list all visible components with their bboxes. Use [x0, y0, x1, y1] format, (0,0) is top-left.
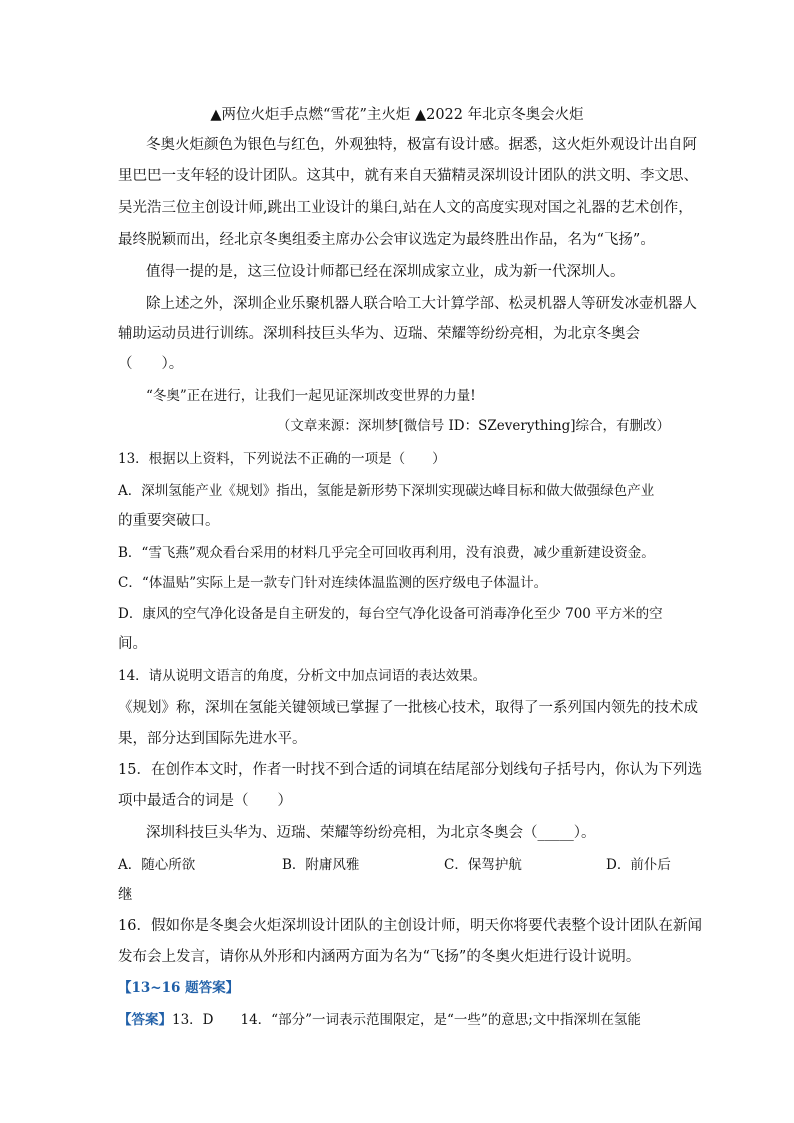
article-p3-line2: 辅助运动员进行训练。深圳科技巨头华为、迈瑞、荣耀等纷纷亮相，为北京冬奥会: [118, 326, 640, 342]
q13-option-d-line1: D．康风的空气净化设备是自主研发的，每台空气净化设备可消毒净化至少 700 平方米的空: [118, 606, 663, 622]
answers-text: 13．D 14．“部分”一词表示范围限定，是“一些”的意思;文中指深圳在氢能: [172, 1012, 641, 1028]
q13-option-c: C．“体温贴”实际上是一款专门针对连续体温监测的医疗级电子体温计。: [118, 575, 548, 591]
article-p1-line2: 里巴巴一支年轻的设计团队。这其中，就有来自天猫精灵深圳设计团队的洪文明、李文思、: [118, 168, 698, 184]
answers-line: [118, 1008, 641, 1028]
q13-option-d-line2: 间。: [118, 636, 147, 652]
question-16-line1: 16．假如你是冬奥会火炬深圳设计团队的主创设计师，明天你将要代表整个设计团队在新闻: [118, 918, 702, 934]
article-p1-line1: 冬奥火炬颜色为银色与红色，外观独特，极富有设计感。据悉，这火炬外观设计出自阿: [146, 137, 697, 153]
article-p3-blank: （ ）。: [118, 356, 184, 372]
q13-option-a-line2: 的重要突破口。: [118, 513, 220, 529]
answers-label: 【答案】: [118, 1012, 172, 1028]
question-13: 13．根据以上资料，下列说法不正确的一项是（ ）: [118, 451, 446, 467]
article-p1-line3: 吴光浩三位主创设计师,跳出工业设计的巢臼,站在人文的高度实现对国之礼器的艺术创作，: [118, 200, 693, 216]
q15-option-c: C．保驾护航: [444, 857, 522, 873]
q13-option-b: B．“雪飞燕”观众看台采用的材料几乎完全可回收再利用，没有浪费，减少重新建设资金。: [118, 545, 655, 561]
article-p3-line1: 除上述之外，深圳企业乐聚机器人联合哈工大计算学部、松灵机器人等研发冰壶机器人: [146, 296, 697, 312]
question-15-line2: 项中最适合的词是（ ）: [118, 793, 292, 809]
answers-header: 【13~16 题答案】: [118, 980, 240, 996]
article-source: （文章来源：深圳梦[微信号 ID：SZeverything]综合，有删改）: [276, 418, 670, 434]
question-16-line2: 发布会上发言，请你从外形和内涵两方面为名为“飞扬”的冬奥火炬进行设计说明。: [118, 949, 641, 965]
article-p4: “冬奥”正在进行，让我们一起见证深圳改变世界的力量!: [146, 388, 476, 404]
article-p2: 值得一提的是，这三位设计师都已经在深圳成家立业，成为新一代深圳人。: [146, 264, 625, 280]
question-15-line1: 15．在创作本文时，作者一时找不到合适的词填在结尾部分划线句子括号内，你认为下列选: [118, 762, 702, 778]
question-14: 14．请从说明文语言的角度，分析文中加点词语的表达效果。: [118, 668, 487, 684]
q15-sentence: 深圳科技巨头华为、迈瑞、荣耀等纷纷亮相，为北京冬奥会（_____）。: [146, 825, 596, 841]
q15-option-d: D．前仆后: [606, 857, 671, 873]
q14-text-line2: 果，部分达到国际先进水平。: [118, 731, 307, 747]
q13-option-a-line1: A．深圳氢能产业《规划》指出，氢能是新形势下深圳实现碳达峰目标和做大做强绿色产业: [118, 483, 655, 499]
article-p1-line4: 最终脱颖而出，经北京冬奥组委主席办公会审议选定为最终胜出作品，名为“飞扬”。: [118, 232, 655, 248]
image-caption: ▲两位火炬手点燃“雪花”主火炬 ▲2022 年北京冬奥会火炬: [210, 107, 584, 123]
q15-option-a: A．随心所欲: [118, 857, 196, 873]
q15-option-b: B．附庸风雅: [282, 857, 360, 873]
q15-option-d-wrap: 继: [118, 887, 133, 903]
q14-text-line1: 《规划》称，深圳在氢能关键领域已掌握了一批核心技术，取得了一系列国内领先的技术成: [118, 700, 698, 716]
